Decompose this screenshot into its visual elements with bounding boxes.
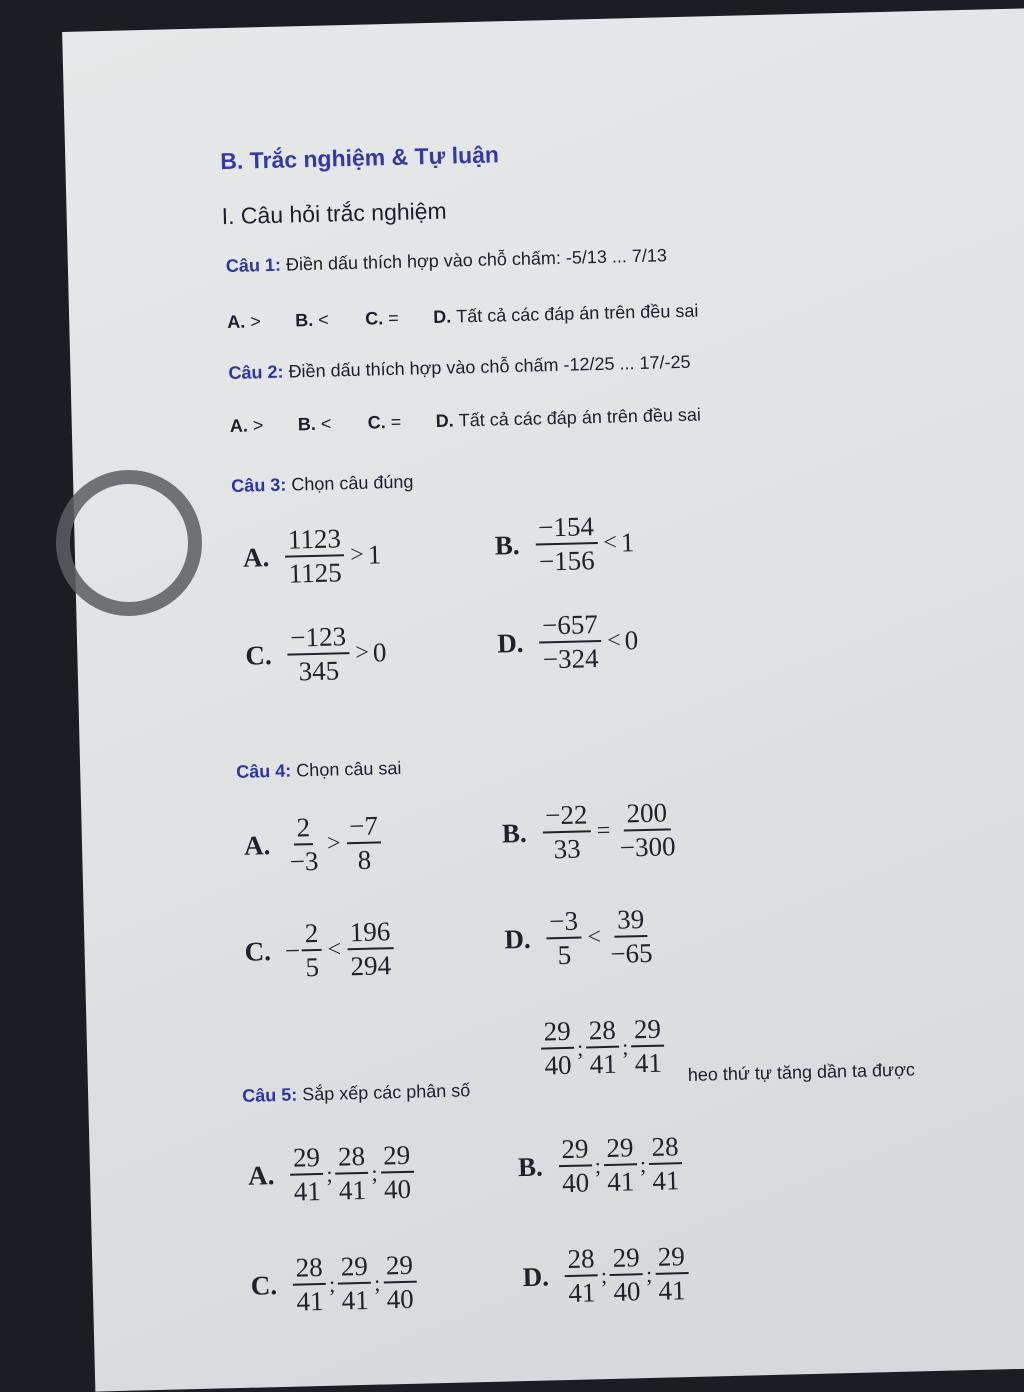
q4-option-b[interactable]: B. $\frac{-22}{33}$ = $\frac{200}{-300}$ [501, 797, 676, 865]
q4-option-c[interactable]: C. − $\frac{2}{5}$ < $\frac{196}{294}$ [244, 918, 396, 983]
question-label: Câu 1: [225, 254, 282, 277]
question-5-continuation: heo thứ tự tăng dần ta được [687, 1059, 916, 1085]
q2-option-a[interactable]: A. > [229, 415, 264, 436]
question-4 [236, 758, 402, 783]
q5-option-c[interactable]: C. $\frac{28}{41}$ ; $\frac{29}{41}$ ; $\frac{29}{40}$ [250, 1252, 419, 1317]
q5-option-b[interactable]: B. $\frac{29}{40}$ ; $\frac{29}{41}$ ; $\frac{28}{41}$ [517, 1133, 684, 1198]
q3-option-b[interactable]: B. $\frac{-154}{-156}$ < 1 [494, 511, 635, 577]
q3-option-a[interactable]: A. $\frac{1123}{1125}$ > 1 [242, 523, 382, 589]
question-text: Sắp xếp các phân số [301, 1080, 471, 1105]
q1-option-a[interactable]: A. > [227, 311, 262, 333]
q3-option-d[interactable]: D. $\frac{-657}{-324}$ < 0 [496, 609, 639, 675]
subsection-title: I. Câu hỏi trắc nghiệm [221, 197, 447, 230]
q1-option-c[interactable]: C. = [364, 307, 400, 329]
question-label: Câu 2: [228, 361, 284, 384]
touch-indicator-ring-icon [56, 470, 202, 616]
question-label: Câu 5: [241, 1084, 298, 1106]
question-label: Câu 4: [236, 760, 292, 782]
question-3 [231, 472, 414, 497]
question-2 [228, 352, 690, 384]
question-1 [226, 245, 667, 277]
question-label: Câu 3: [231, 474, 287, 496]
q1-option-b[interactable]: B. < [295, 309, 330, 331]
question-text: Điền dấu thích hợp vào chỗ chấm -12/25 ... 17/-25 [288, 351, 691, 382]
question-text: Chọn câu đúng [291, 471, 414, 495]
q2-option-d[interactable]: D. Tất cả các đáp án trên đều sai [435, 404, 702, 431]
q5-option-a[interactable]: A. $\frac{29}{41}$ ; $\frac{28}{41}$ ; $\frac{29}{40}$ [247, 1142, 416, 1207]
question-5 [242, 1080, 471, 1107]
q2-option-c[interactable]: C. = [367, 411, 402, 433]
section-title: B. Trắc nghiệm & Tự luận [220, 141, 500, 175]
q2-option-b[interactable]: B. < [297, 413, 332, 435]
q1-option-d[interactable]: D. Tất cả các đáp án trên đều sai [432, 300, 699, 327]
q5-fraction-list: $\frac{29}{40}$ ; $\frac{28}{41}$ ; $\frac{29}{41}$ [538, 1016, 667, 1080]
q4-option-a[interactable]: A. $\frac{2}{-3}$ > $\frac{-7}{8}$ [243, 812, 384, 876]
q5-option-d[interactable]: D. $\frac{28}{41}$ ; $\frac{29}{40}$ ; $\frac{29}{41}$ [522, 1243, 691, 1308]
question-text: Điền dấu thích hợp vào chỗ chấm: -5/13 ... 7/13 [285, 245, 668, 275]
q4-option-d[interactable]: D. $\frac{-3}{5}$ < $\frac{39}{-65}$ [504, 904, 653, 971]
worksheet-page [62, 8, 1024, 1392]
q3-option-c[interactable]: C. $\frac{-123}{345}$ > 0 [245, 621, 387, 687]
question-text: Chọn câu sai [296, 757, 402, 781]
